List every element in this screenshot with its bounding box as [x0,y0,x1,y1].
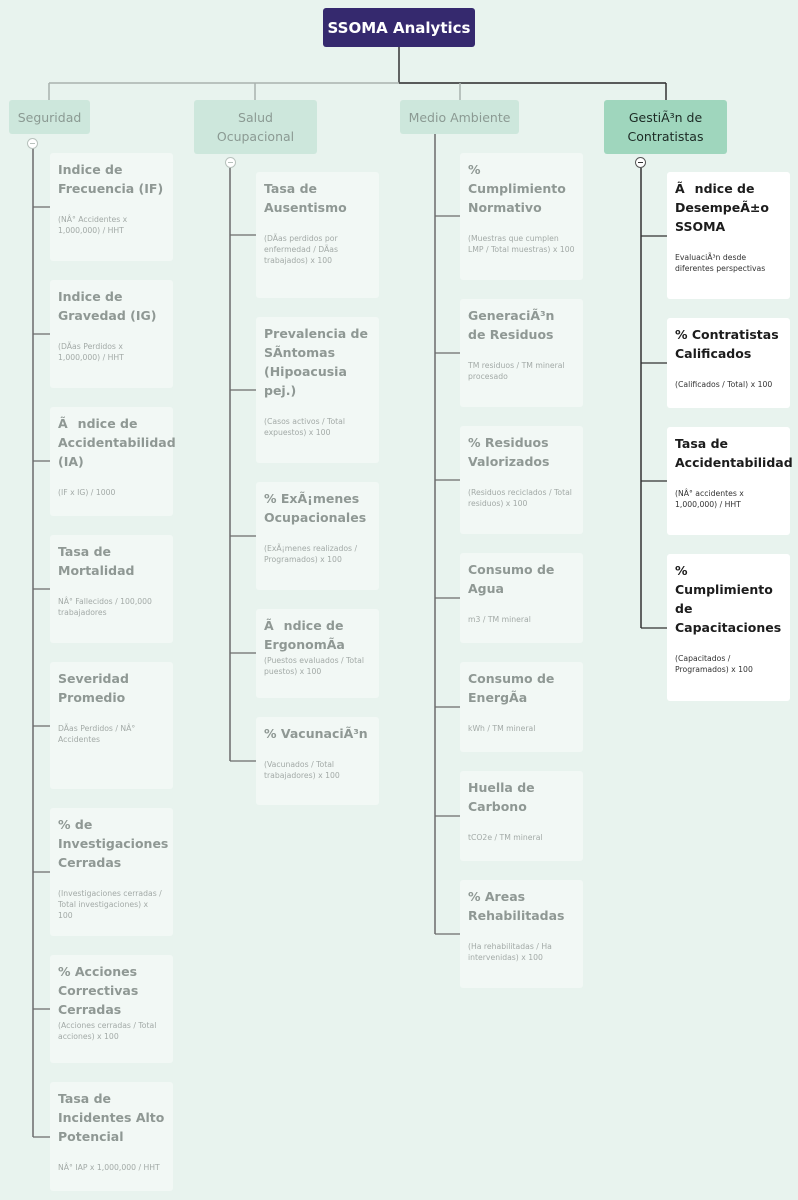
kpi-card[interactable] [460,880,583,988]
kpi-card[interactable] [256,717,379,805]
root-title: SSOMA Analytics [327,18,471,37]
kpi-title: Consumo de Agua [468,562,555,596]
kpi-title: % de Investigaciones Cerradas [58,817,169,870]
root-node[interactable] [323,8,475,47]
kpi-title: Prevalencia de SÃntomas (Hipoacusia pej.) [264,326,368,398]
kpi-formula: m3 / TM mineral [468,615,531,624]
kpi-title: % VacunaciÃ³n [264,726,368,741]
kpi-formula: kWh / TM mineral [468,724,536,733]
kpi-title: Ãndice de ErgonomÃa [264,618,345,652]
kpi-card[interactable] [256,172,379,298]
kpi-card[interactable] [460,426,583,534]
collapse-toggle-icon[interactable] [27,138,38,149]
kpi-card[interactable] [256,609,379,698]
kpi-title: Tasa de Incidentes Alto Potencial [58,1091,165,1144]
kpi-formula: NÂ° IAP x 1,000,000 / HHT [58,1163,160,1172]
kpi-formula: EvaluaciÃ³n desde diferentes perspectivas [675,253,766,273]
category-label: Seguridad [17,109,82,125]
category-seguridad[interactable] [9,100,90,134]
collapse-toggle-icon[interactable] [225,157,236,168]
kpi-formula: (Casos activos / Total expuestos) x 100 [264,417,346,437]
kpi-title: Consumo de EnergÃa [468,671,555,705]
kpi-title: Huella de Carbono [468,780,535,814]
kpi-formula: DÃas Perdidos / NÂ° Accidentes [58,724,136,744]
kpi-card[interactable] [50,1082,173,1191]
kpi-formula: (Vacunados / Total trabajadores) x 100 [264,760,340,780]
category-label: Medio Ambiente [408,109,511,125]
kpi-title: Indice de Frecuencia (IF) [58,162,164,196]
kpi-formula: (ExÃ¡menes realizados / Programados) x 100 [264,544,358,564]
kpi-title: Ãndice de Accidentabilidad (IA) [58,416,176,469]
kpi-card[interactable] [256,482,379,590]
kpi-formula: TM residuos / TM mineral procesado [468,361,565,381]
kpi-formula: (Investigaciones cerradas / Total investigaciones) x 100 [58,889,162,920]
kpi-title: % Areas Rehabilitadas [468,889,565,923]
kpi-card[interactable] [50,662,173,789]
kpi-card[interactable] [50,535,173,643]
kpi-formula: (DÃas perdidos por enfermedad / DÃas trabajados) x 100 [264,234,338,265]
kpi-formula: (Acciones cerradas / Total acciones) x 100 [58,1021,157,1041]
kpi-card[interactable] [460,662,583,752]
kpi-formula: (Ha rehabilitadas / Ha intervenidas) x 100 [468,942,552,962]
kpi-title: % Acciones Correctivas Cerradas [58,964,139,1017]
kpi-formula: NÂ° Fallecidos / 100,000 trabajadores [58,597,152,617]
kpi-title: Tasa de Ausentismo [264,181,347,215]
kpi-title: Ãndice de DesempeÃ±o SSOMA [675,181,769,234]
kpi-title: GeneraciÃ³n de Residuos [468,308,555,342]
category-label: Salud Ocupacional [216,110,295,144]
category-label: GestiÃ³n de Contratistas [627,110,704,144]
kpi-card[interactable] [460,153,583,280]
kpi-card[interactable] [50,407,176,516]
kpi-title: Tasa de Accidentabilidad [675,436,793,470]
kpi-formula: (Residuos reciclados / Total residuos) x 100 [468,488,572,508]
kpi-card[interactable] [667,427,793,535]
kpi-title: Tasa de Mortalidad [58,544,135,578]
category-gestion-contratistas[interactable] [604,100,727,154]
kpi-title: % Cumplimiento Normativo [468,162,566,215]
kpi-title: Severidad Promedio [58,671,129,705]
kpi-card[interactable] [460,299,583,407]
kpi-formula: (Muestras que cumplen LMP / Total muestras) x 100 [468,234,575,254]
kpi-title: % Residuos Valorizados [468,435,550,469]
kpi-card[interactable] [50,153,173,261]
kpi-formula: (NÂ° Accidentes x 1,000,000) / HHT [58,215,128,235]
kpi-card[interactable] [50,808,173,936]
category-medio-ambiente[interactable] [400,100,519,134]
kpi-formula: (Capacitados / Programados) x 100 [675,654,753,674]
kpi-card[interactable] [667,318,790,408]
kpi-title: % Contratistas Calificados [675,327,779,361]
kpi-formula: (Calificados / Total) x 100 [675,380,773,389]
kpi-card[interactable] [50,955,173,1063]
kpi-card[interactable] [667,172,790,299]
kpi-formula: (IF x IG) / 1000 [58,488,116,497]
kpi-card[interactable] [256,317,379,463]
kpi-title: Indice de Gravedad (IG) [58,289,157,323]
kpi-title: % Cumplimiento de Capacitaciones [675,563,782,635]
collapse-toggle-icon[interactable] [635,157,646,168]
kpi-formula: (DÃas Perdidos x 1,000,000) / HHT [58,342,124,362]
kpi-card[interactable] [50,280,173,388]
kpi-formula: (Puestos evaluados / Total puestos) x 100 [264,656,364,676]
kpi-formula: (NÂ° accidentes x 1,000,000) / HHT [675,489,744,509]
kpi-title: % ExÃ¡menes Ocupacionales [264,491,367,525]
category-salud-ocupacional[interactable] [194,100,317,154]
kpi-card[interactable] [460,771,583,861]
kpi-card[interactable] [667,554,790,701]
kpi-card[interactable] [460,553,583,643]
kpi-formula: tCO2e / TM mineral [468,833,543,842]
